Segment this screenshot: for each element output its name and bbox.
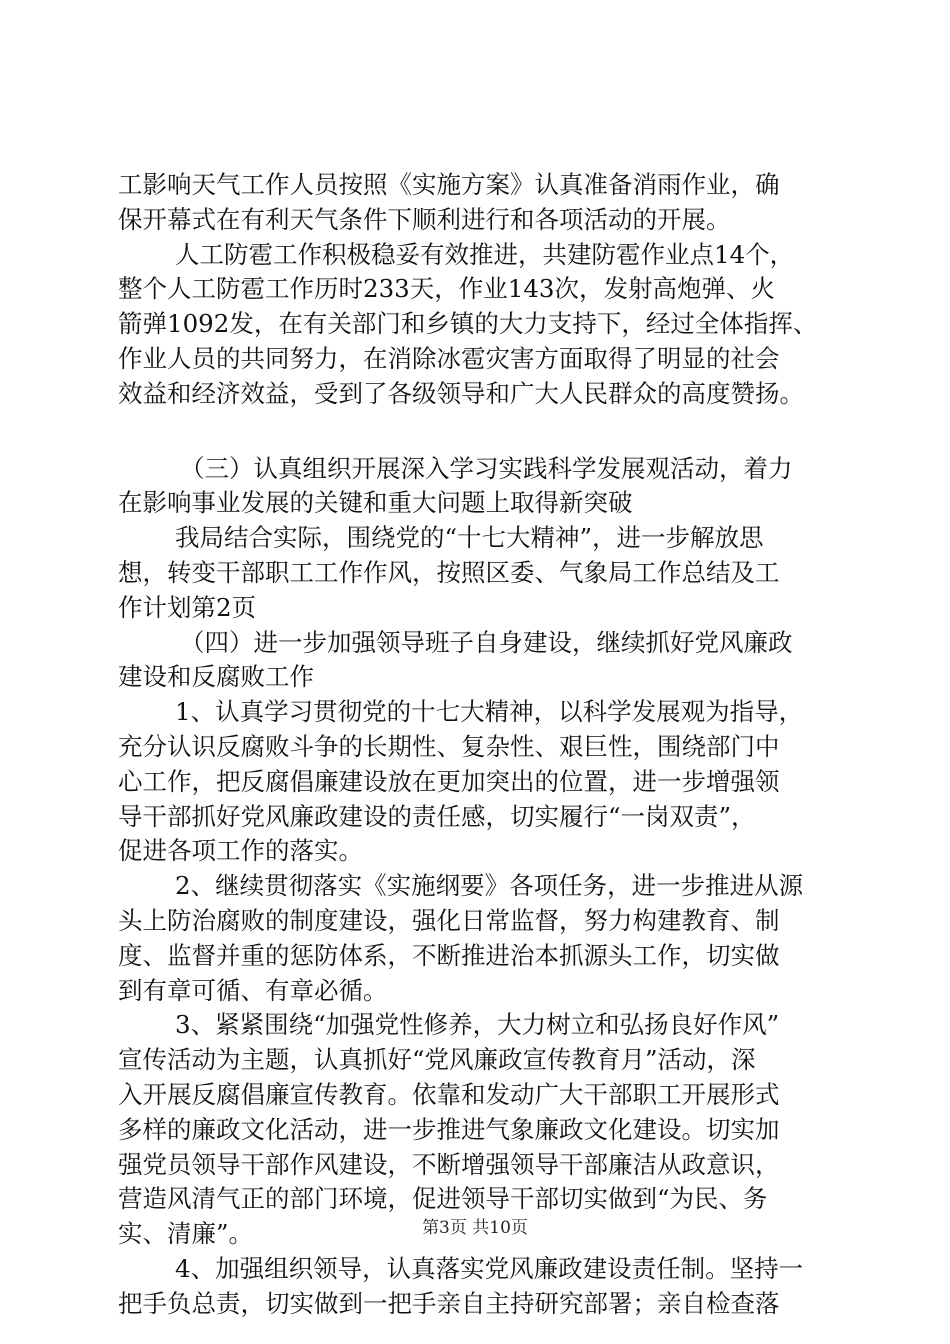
text-line: 到有章可循、有章必循。: [118, 975, 388, 1005]
text-line: 把手负总责，切实做到一把手亲自主持研究部署；亲自检查落: [118, 1288, 780, 1318]
text-line: 充分认识反腐败斗争的长期性、复杂性、艰巨性，围绕部门中: [118, 731, 780, 761]
text-line: 保开幕式在有利天气条件下顺利进行和各项活动的开展。: [118, 204, 731, 234]
text-line: 想，转变干部职工工作作风，按照区委、气象局工作总结及工: [118, 557, 780, 587]
text-line: 人工防雹工作积极稳妥有效推进，共建防雹作业点14个，: [175, 239, 795, 269]
paragraph-gap: [118, 412, 830, 452]
text-line: 度、监督并重的惩防体系，不断推进治本抓源头工作，切实做: [118, 940, 780, 970]
text-line: 多样的廉政文化活动，进一步推进气象廉政文化建设。切实加: [118, 1114, 780, 1144]
text-line: 作业人员的共同努力，在消除冰雹灾害方面取得了明显的社会: [118, 343, 780, 373]
text-line: 效益和经济效益，受到了各级领导和广大人民群众的高度赞扬。: [118, 378, 804, 408]
text-line: 营造风清气正的部门环境，促进领导干部切实做到“为民、务: [118, 1184, 768, 1214]
text-line: 整个人工防雹工作历时233天，作业143次，发射高炮弹、火: [118, 274, 776, 304]
text-line: 3、紧紧围绕“加强党性修养，大力树立和弘扬良好作风”: [175, 1010, 780, 1040]
text-line: 4、加强组织领导，认真落实党风廉政建设责任制。坚持一: [175, 1253, 804, 1283]
text-line: 头上防治腐败的制度建设，强化日常监督，努力构建教育、制: [118, 905, 780, 935]
document-body: [118, 168, 830, 1322]
section-heading-line: （三）认真组织开展深入学习实践科学发展观活动，着力: [180, 453, 793, 483]
text-line: 我局结合实际，围绕党的“十七大精神”，进一步解放思: [175, 523, 764, 553]
section-heading-line: 在影响事业发展的关键和重大问题上取得新突破: [118, 488, 633, 518]
text-line: 作计划第2页: [118, 592, 257, 622]
section-heading-line: 建设和反腐败工作: [118, 662, 314, 692]
text-line: 实、清廉”。: [118, 1219, 254, 1249]
text-line: 强党员领导干部作风建设，不断增强领导干部廉洁从政意识，: [118, 1149, 780, 1179]
text-line: 宣传活动为主题，认真抓好“党风廉政宣传教育月”活动，深: [118, 1045, 756, 1075]
text-line: 促进各项工作的落实。: [118, 836, 363, 866]
section-heading-line: （四）进一步加强领导班子自身建设，继续抓好党风廉政: [180, 627, 793, 657]
text-line: 2、继续贯彻落实《实施纲要》各项任务，进一步推进从源: [175, 871, 804, 901]
text-line: 工影响天气工作人员按照《实施方案》认真准备消雨作业，确: [118, 170, 780, 199]
text-line: 1、认真学习贯彻党的十七大精神，以科学发展观为指导，: [175, 697, 804, 727]
text-line: 心工作，把反腐倡廉建设放在更加突出的位置，进一步增强领: [118, 766, 780, 796]
text-line: 导干部抓好党风廉政建设的责任感，切实履行“一岗双责”，: [118, 801, 756, 831]
page-footer: 第3页 共10页: [422, 1218, 528, 1238]
text-line: 入开展反腐倡廉宣传教育。依靠和发动广大干部职工开展形式: [118, 1079, 780, 1109]
text-line: 箭弹1092发，在有关部门和乡镇的大力支持下，经过全体指挥、: [118, 309, 818, 339]
